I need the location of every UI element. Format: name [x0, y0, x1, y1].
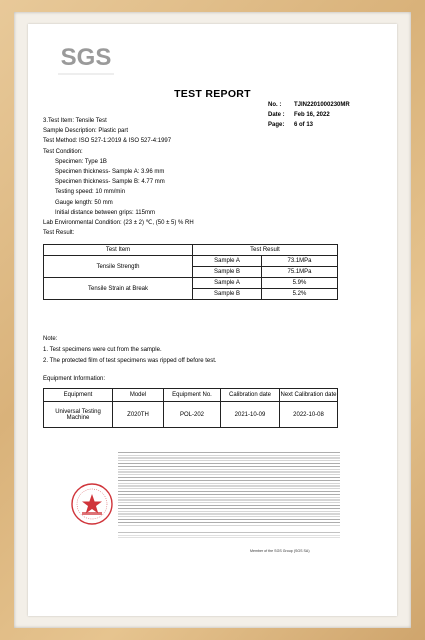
notes [43, 334, 217, 367]
sample-description: Sample Description: Plastic part [43, 128, 129, 135]
thickness-a: Specimen thickness- Sample A: 3.96 mm [55, 169, 165, 176]
eq-header: Equipment [44, 389, 113, 402]
company-seal-icon [70, 482, 114, 526]
header-test-item: Test Item [44, 245, 193, 256]
test-item: 3.Test Item: Tensile Test [43, 118, 107, 124]
specimen: Specimen: Type 1B [55, 158, 107, 165]
eq-header: Calibration date [221, 389, 280, 402]
note-2: 2. The protected film of test specimens was ripped off before test. [43, 358, 217, 364]
report-number: TJIN2201000230MR [294, 102, 350, 108]
footer [50, 448, 340, 548]
testing-speed: Testing speed: 10 mm/min [55, 189, 126, 196]
report-title: TEST REPORT [174, 88, 251, 100]
page-number: 6 of 13 [294, 122, 314, 128]
logo-text: SGS [60, 44, 112, 71]
results-table [43, 244, 338, 300]
eq-cell: POL-202 [164, 402, 221, 428]
page-label: Page: [268, 122, 285, 128]
eq-header: Equipment No. [164, 389, 221, 402]
eq-cell: Universal Testing Machine [44, 402, 113, 428]
result-value: 5.9% [262, 278, 338, 289]
sample-label: Sample B [193, 289, 262, 300]
header-test-result: Test Result [193, 245, 338, 256]
date-label: Date : [268, 112, 285, 118]
address-lines [118, 530, 340, 538]
sample-label: Sample A [193, 278, 262, 289]
result-value: 5.2% [262, 289, 338, 300]
equipment-label: Equipment Information: [43, 376, 106, 382]
test-method: Test Method: ISO 527-1:2019 & ISO 527-4:1997 [43, 138, 172, 145]
equipment-table [43, 388, 338, 428]
test-result-label: Test Result: [43, 230, 75, 237]
eq-cell: 2022-10-08 [280, 402, 338, 428]
result-value: 75.1MPa [262, 267, 338, 278]
fine-print [118, 450, 340, 526]
test-details [43, 116, 343, 238]
report-date: Feb 16, 2022 [294, 112, 330, 118]
eq-cell: 2021-10-09 [221, 402, 280, 428]
eq-header: Next Calibration date [280, 389, 338, 402]
row-item-tensile-strength: Tensile Strength [44, 256, 193, 278]
note-label: Note: [43, 336, 58, 342]
no-label: No. : [268, 102, 282, 108]
grip-distance: Initial distance between grips: 115mm [55, 209, 155, 216]
eq-header: Model [113, 389, 164, 402]
lab-environment: Lab Environmental Condition: (23 ± 2) ℃, (50 ± 5) % RH [43, 220, 194, 227]
thickness-b: Specimen thickness- Sample B: 4.77 mm [55, 179, 165, 186]
sample-label: Sample B [193, 267, 262, 278]
test-condition: Test Condition: [43, 148, 83, 155]
note-1: 1. Test specimens were cut from the sample. [43, 347, 162, 353]
sgs-logo [56, 38, 116, 78]
sample-label: Sample A [193, 256, 262, 267]
eq-cell: Z020TH [113, 402, 164, 428]
member-note: Member of the SGS Group (SGS SA) [250, 549, 310, 553]
result-value: 73.1MPa [262, 256, 338, 267]
gauge-length: Gauge length: 50 mm [55, 199, 113, 206]
row-item-tensile-strain: Tensile Strain at Break [44, 278, 193, 300]
